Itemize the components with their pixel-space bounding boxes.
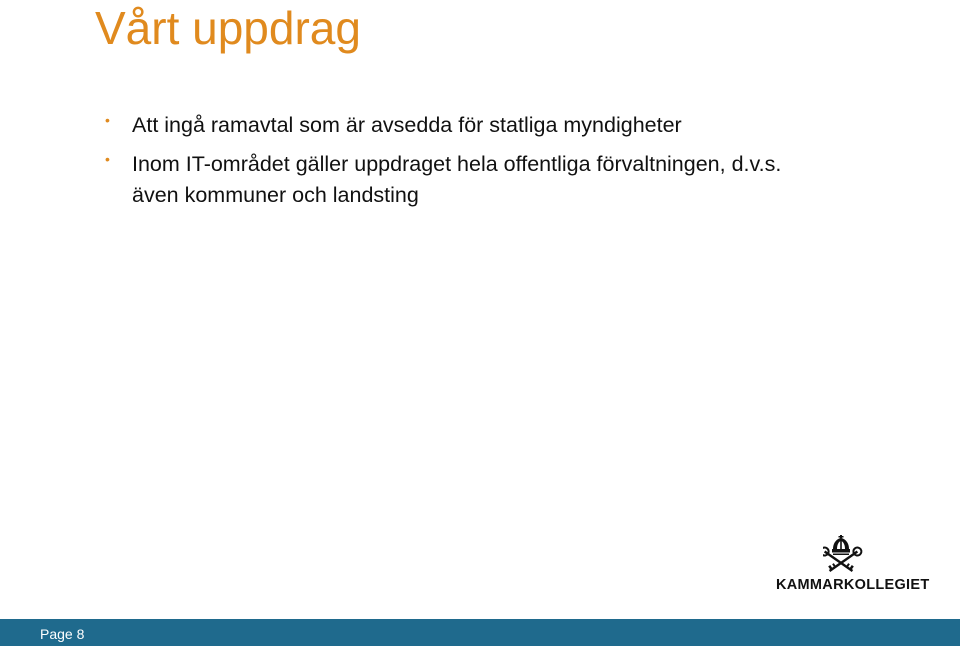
bullet-text: Inom IT-området gäller uppdraget hela offentliga förvaltningen, d.v.s. även kommuner och landsting bbox=[132, 152, 782, 207]
logo-text: KAMMARKOLLEGIET bbox=[776, 577, 930, 593]
bullet-item bbox=[105, 110, 785, 141]
bullet-item bbox=[105, 149, 785, 211]
kammarkollegiet-logo bbox=[776, 533, 930, 595]
crown-keys-icon bbox=[823, 533, 875, 577]
bullet-list bbox=[105, 110, 785, 219]
bullet-text: Att ingå ramavtal som är avsedda för statliga myndigheter bbox=[132, 113, 682, 137]
page-number: Page 8 bbox=[40, 626, 85, 642]
footer-bar bbox=[0, 619, 960, 646]
bullet-dot-icon: • bbox=[105, 112, 110, 128]
slide-title: Vårt uppdrag bbox=[95, 2, 361, 54]
bullet-dot-icon: • bbox=[105, 151, 110, 167]
